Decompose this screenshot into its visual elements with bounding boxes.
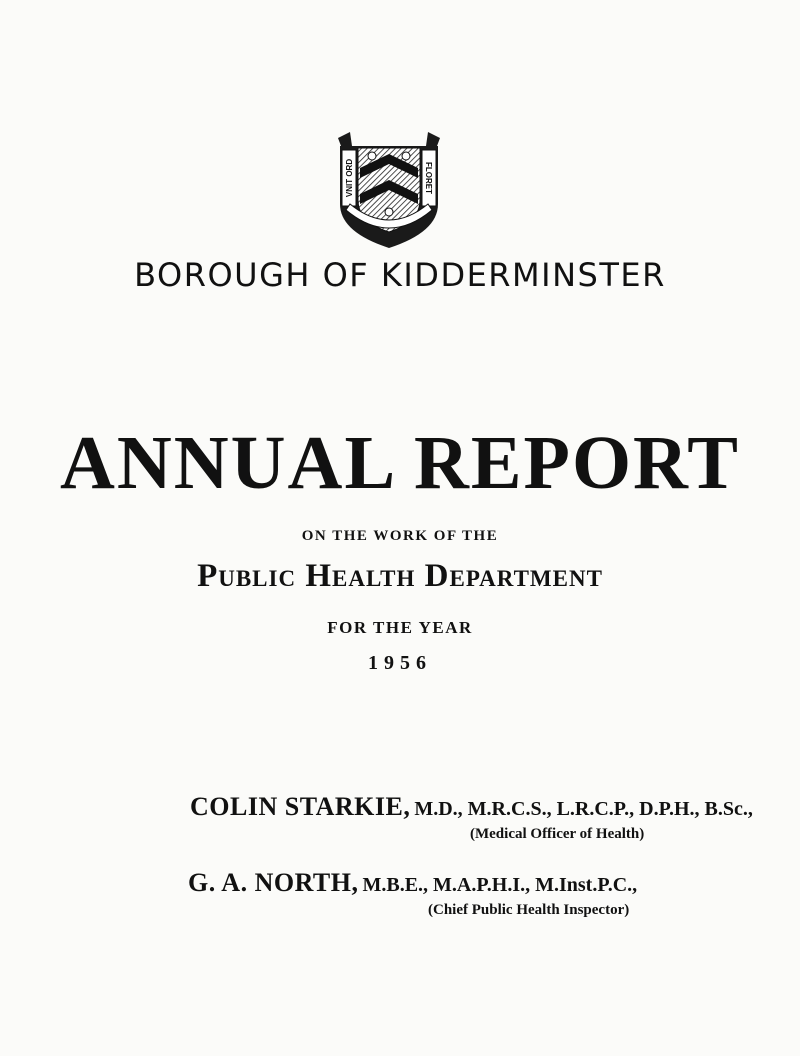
officer-1-role: (Medical Officer of Health) (470, 826, 645, 842)
report-title: ANNUAL REPORT (60, 421, 740, 505)
borough-title: BOROUGH OF KIDDERMINSTER (134, 256, 666, 294)
crest-bezant (368, 152, 376, 160)
department-title: Public Health Department (197, 558, 603, 594)
crest-bezant (385, 208, 393, 216)
for-year-line: FOR THE YEAR (327, 618, 473, 637)
officer-1-line (190, 792, 753, 822)
crest-motto-left: VNIT ORD (345, 158, 354, 198)
on-work-line: ON THE WORK OF THE (301, 528, 499, 544)
officer-1-qualifications: M.D., M.R.C.S., L.R.C.P., D.P.H., B.Sc., (414, 798, 753, 820)
crest-bezant (402, 152, 410, 160)
officer-1-name: COLIN STARKIE, (190, 792, 411, 821)
crest-motto-right: FLORET (424, 162, 433, 194)
report-year: 1956 (368, 652, 432, 674)
officer-2-line (188, 868, 637, 898)
officer-2-name: G. A. NORTH, (188, 868, 359, 897)
officer-2-role: (Chief Public Health Inspector) (428, 902, 630, 918)
borough-crest (336, 128, 442, 250)
officer-2-qualifications: M.B.E., M.A.P.H.I., M.Inst.P.C., (362, 874, 638, 896)
